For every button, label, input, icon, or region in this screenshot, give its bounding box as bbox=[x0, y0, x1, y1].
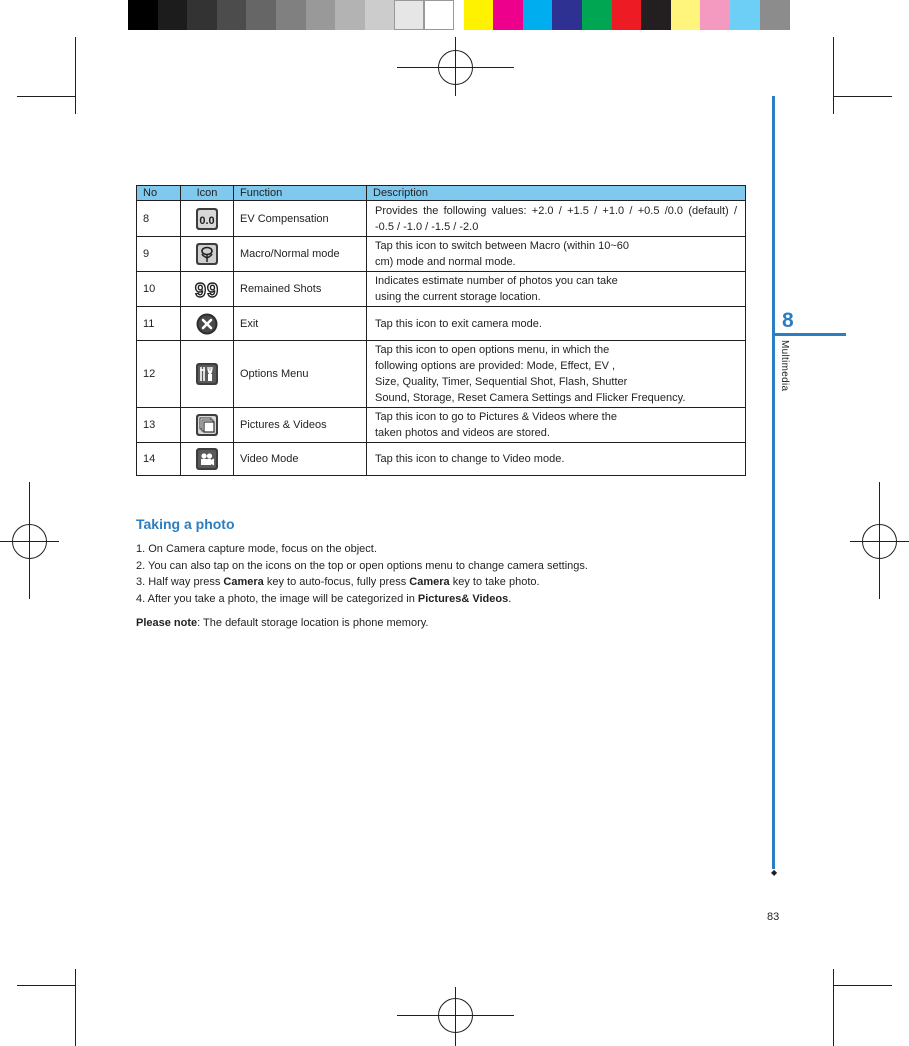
color-swatch bbox=[464, 0, 494, 30]
description-line: following options are provided: Mode, Effect, EV , bbox=[375, 360, 616, 372]
table-row bbox=[137, 443, 746, 476]
color-swatch bbox=[612, 0, 642, 30]
note-text: : The default storage location is phone memory. bbox=[197, 617, 429, 629]
step-text: 4. After you take a photo, the image will be categorized in bbox=[136, 592, 418, 605]
row-number: 12 bbox=[137, 341, 181, 408]
color-swatch bbox=[552, 0, 582, 30]
description-line: Provides the following values: +2.0 / +1.5 / +1.0 / +0.5 /0.0 (default) / bbox=[375, 204, 737, 217]
chapter-sidebar-line bbox=[772, 96, 775, 869]
step-text: key to auto-focus, fully press bbox=[263, 576, 410, 589]
function-name: Remained Shots bbox=[234, 272, 367, 307]
pictures-videos-icon bbox=[195, 413, 219, 437]
list-item bbox=[136, 591, 588, 608]
description-line: Tap this icon to change to Video mode. bbox=[375, 453, 565, 465]
ev-compensation-icon bbox=[195, 207, 219, 231]
description-line: Tap this icon to exit camera mode. bbox=[375, 317, 542, 330]
note-label: Please note bbox=[136, 617, 198, 629]
color-swatch bbox=[128, 0, 158, 30]
function-name: Pictures & Videos bbox=[234, 408, 367, 443]
function-name: Macro/Normal mode bbox=[234, 237, 367, 272]
step-key-name: Camera bbox=[223, 576, 264, 589]
color-swatch bbox=[493, 0, 523, 30]
chapter-number: 8 bbox=[782, 309, 794, 332]
steps-list bbox=[136, 541, 588, 607]
exit-icon bbox=[195, 312, 219, 336]
table-row bbox=[137, 272, 746, 307]
color-swatch bbox=[671, 0, 701, 30]
step-text: 3. Half way press bbox=[136, 576, 224, 589]
options-menu-icon bbox=[195, 362, 219, 386]
description-line: -0.5 / -1.0 / -1.5 / -2.0 bbox=[375, 220, 479, 233]
function-name: Options Menu bbox=[234, 341, 367, 408]
row-number: 14 bbox=[137, 443, 181, 476]
row-number: 8 bbox=[137, 201, 181, 237]
description-line: Indicates estimate number of photos you can take bbox=[375, 275, 618, 287]
description-line: using the current storage location. bbox=[375, 291, 541, 303]
step-app-name: Pictures& Videos bbox=[417, 592, 509, 605]
function-name: Video Mode bbox=[234, 443, 367, 476]
header-icon: Icon bbox=[181, 186, 234, 201]
color-swatch bbox=[335, 0, 365, 30]
table-row bbox=[137, 408, 746, 443]
color-swatch bbox=[582, 0, 612, 30]
function-name: Exit bbox=[234, 307, 367, 341]
table-row bbox=[137, 237, 746, 272]
color-swatch bbox=[394, 0, 424, 30]
row-number: 13 bbox=[137, 408, 181, 443]
color-swatch bbox=[187, 0, 217, 30]
step-text: . bbox=[508, 592, 512, 605]
note bbox=[136, 617, 428, 629]
row-number: 10 bbox=[137, 272, 181, 307]
section-title: Taking a photo bbox=[136, 516, 235, 532]
description-line: Tap this icon to go to Pictures & Videos where the bbox=[375, 411, 617, 423]
remained-shots-icon bbox=[192, 277, 222, 301]
chapter-tab-line bbox=[772, 333, 846, 336]
color-swatch bbox=[365, 0, 395, 30]
svg-text:0.0: 0.0 bbox=[199, 214, 215, 227]
description-line: Sound, Storage, Reset Camera Settings and Flicker Frequency. bbox=[375, 392, 686, 404]
table-row bbox=[137, 307, 746, 341]
color-swatch bbox=[158, 0, 188, 30]
header-function: Function bbox=[234, 186, 367, 201]
video-mode-icon bbox=[195, 447, 219, 471]
macro-mode-icon bbox=[195, 242, 219, 266]
table-row bbox=[137, 341, 746, 408]
color-swatch bbox=[730, 0, 760, 30]
step-text: key to take photo. bbox=[449, 576, 540, 589]
description-line: taken photos and videos are stored. bbox=[375, 427, 550, 439]
list-item: 2. You can also tap on the icons on the top or open options menu to change camera settings. bbox=[136, 559, 588, 572]
color-swatch bbox=[276, 0, 306, 30]
list-item bbox=[136, 574, 588, 591]
row-number: 9 bbox=[137, 237, 181, 272]
color-swatch bbox=[641, 0, 671, 30]
page-number: 83 bbox=[767, 911, 780, 923]
svg-text:99: 99 bbox=[194, 280, 220, 301]
header-no: No bbox=[137, 186, 181, 201]
camera-icons-table bbox=[136, 185, 746, 476]
color-swatch bbox=[760, 0, 790, 30]
table-row bbox=[137, 201, 746, 237]
table-header-row bbox=[137, 186, 746, 201]
description-line: cm) mode and normal mode. bbox=[375, 256, 516, 268]
page-marker-icon: ◆ bbox=[771, 868, 778, 877]
description-line: Tap this icon to switch between Macro (within 10~60 bbox=[375, 240, 630, 252]
chapter-title: Multimedia bbox=[779, 340, 790, 392]
description-line: Size, Quality, Timer, Sequential Shot, Flash, Shutter bbox=[375, 376, 628, 388]
color-swatch bbox=[523, 0, 553, 30]
color-swatch bbox=[246, 0, 276, 30]
list-item: 1. On Camera capture mode, focus on the object. bbox=[136, 543, 377, 555]
function-name: EV Compensation bbox=[234, 201, 367, 237]
color-swatch bbox=[700, 0, 730, 30]
step-key-name: Camera bbox=[409, 576, 450, 589]
row-number: 11 bbox=[137, 307, 181, 341]
color-swatch bbox=[424, 0, 454, 30]
header-description: Description bbox=[367, 186, 746, 201]
description-line: Tap this icon to open options menu, in which the bbox=[375, 344, 610, 356]
color-swatch bbox=[306, 0, 336, 30]
color-swatch bbox=[217, 0, 247, 30]
